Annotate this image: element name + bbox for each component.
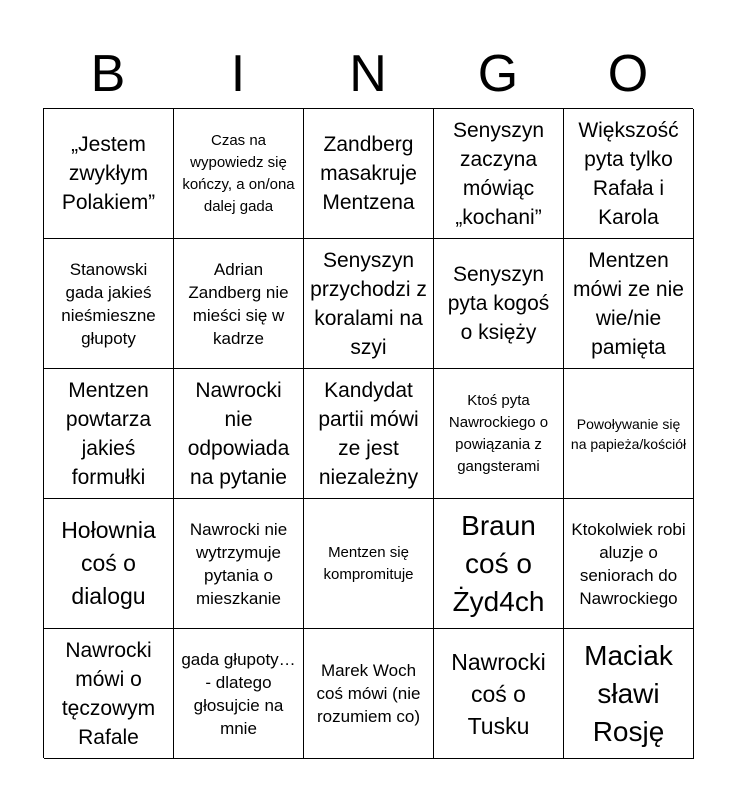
header-letter-g: G xyxy=(477,45,519,103)
bingo-cell-r5c1[interactable] xyxy=(44,629,174,759)
bingo-cell-r1c5[interactable] xyxy=(564,109,694,239)
bingo-cell-text: Mentzen się kompromituje xyxy=(323,543,414,583)
bingo-cell-r1c3[interactable] xyxy=(304,109,434,239)
bingo-cell-r5c5[interactable] xyxy=(564,629,694,759)
bingo-cell-r5c4[interactable] xyxy=(434,629,564,759)
bingo-cell-r1c1[interactable] xyxy=(44,109,174,239)
bingo-cell-r3c4[interactable] xyxy=(434,369,564,499)
bingo-cell-text: Zandberg masakruje Mentzena xyxy=(320,133,417,214)
header-letter-o: O xyxy=(607,45,649,103)
bingo-cell-text: Adrian Zandberg nie mieści się w kadrze xyxy=(188,259,289,348)
bingo-cell-text: Braun coś o Żyd4ch xyxy=(452,509,545,617)
bingo-cell-r1c2[interactable] xyxy=(174,109,304,239)
bingo-cell-r4c5[interactable] xyxy=(564,499,694,629)
bingo-cell-r2c4[interactable] xyxy=(434,239,564,369)
bingo-cell-text: Marek Woch coś mówi (nie rozumiem co) xyxy=(316,661,421,726)
bingo-cell-r4c3[interactable] xyxy=(304,499,434,629)
bingo-cell-r5c3[interactable] xyxy=(304,629,434,759)
bingo-cell-r2c1[interactable] xyxy=(44,239,174,369)
bingo-cell-r2c3[interactable] xyxy=(304,239,434,369)
bingo-cell-text: Nawrocki mówi o tęczowym Rafale xyxy=(61,638,156,749)
bingo-cell-text: Hołownia coś o dialogu xyxy=(61,517,156,609)
bingo-cell-r4c1[interactable] xyxy=(44,499,174,629)
bingo-cell-text: Maciak sławi Rosję xyxy=(584,639,673,747)
header-letter-i: I xyxy=(230,45,246,103)
bingo-cell-text: „Jestem zwykłym Polakiem” xyxy=(61,133,156,214)
bingo-cell-r2c5[interactable] xyxy=(564,239,694,369)
bingo-header xyxy=(43,40,693,108)
bingo-cell-text: Mentzen powtarza jakieś formułki xyxy=(65,378,152,489)
bingo-cell-r3c1[interactable] xyxy=(44,369,174,499)
bingo-cell-text: gada głupoty… - dlatego głosujcie na mnie xyxy=(181,649,296,738)
bingo-card-grid xyxy=(43,108,693,758)
bingo-cell-text: Większość pyta tylko Rafała i Karola xyxy=(578,118,679,229)
bingo-cell-text: Czas na wypowiedz się kończy, a on/ona dalej gada xyxy=(182,131,295,215)
bingo-cell-text: Senyszyn pyta kogoś o księży xyxy=(447,263,550,344)
header-letter-b: B xyxy=(90,45,126,103)
bingo-cell-text: Senyszyn zaczyna mówiąc „kochani” xyxy=(452,118,545,229)
bingo-cell-r1c4[interactable] xyxy=(434,109,564,239)
bingo-cell-r5c2[interactable] xyxy=(174,629,304,759)
bingo-cell-text: Nawrocki nie odpowiada na pytanie xyxy=(187,378,290,489)
bingo-cell-r4c4[interactable] xyxy=(434,499,564,629)
bingo-cell-r2c2[interactable] xyxy=(174,239,304,369)
bingo-cell-text: Kandydat partii mówi ze jest niezależny xyxy=(318,378,419,489)
bingo-cell-r3c3[interactable] xyxy=(304,369,434,499)
bingo-cell-r4c2[interactable] xyxy=(174,499,304,629)
header-letter-n: N xyxy=(349,45,387,103)
bingo-cell-text: Senyszyn przychodzi z koralami na szyi xyxy=(310,248,427,359)
bingo-cell-text: Nawrocki coś o Tusku xyxy=(451,648,546,739)
bingo-cell-text: Ktoś pyta Nawrockiego o powiązania z gangsterami xyxy=(448,391,549,475)
bingo-cell-text: Powoływanie się na papieża/kościół xyxy=(570,415,687,452)
bingo-cell-text: Ktokolwiek robi aluzje o seniorach do Nawrockiego xyxy=(571,519,686,608)
bingo-cell-text: Nawrocki nie wytrzymuje pytania o mieszkanie xyxy=(189,519,288,608)
bingo-cell-r3c2[interactable] xyxy=(174,369,304,499)
bingo-cell-r3c5[interactable] xyxy=(564,369,694,499)
bingo-cell-text: Mentzen mówi ze nie wie/nie pamięta xyxy=(573,248,684,359)
bingo-cell-text: Stanowski gada jakieś nieśmieszne głupoty xyxy=(61,259,156,348)
